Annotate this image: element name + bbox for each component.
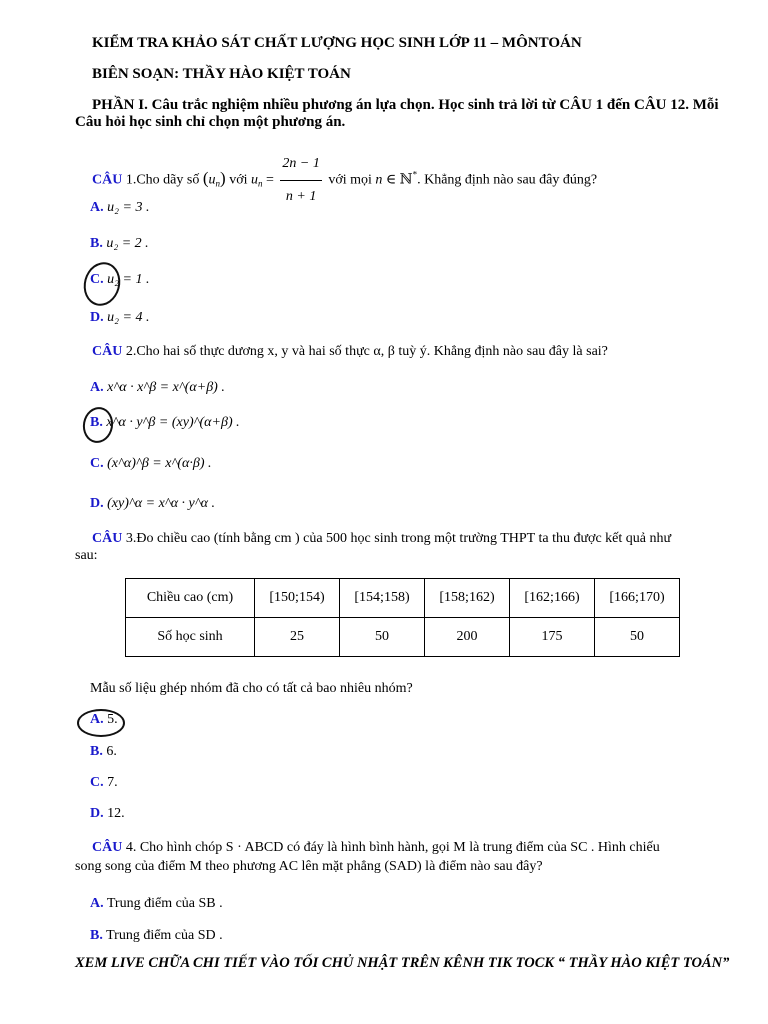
table-cell: [166;170) bbox=[595, 579, 680, 618]
q1-answer-circle bbox=[79, 258, 125, 310]
q1-text-c: với mọi bbox=[328, 172, 376, 188]
q4-label: CÂU bbox=[92, 840, 123, 855]
table-cell: [150;154) bbox=[255, 579, 340, 618]
q2-option-b: B. x^α · y^β = (xy)^(α+β) . bbox=[90, 415, 240, 430]
table-cell: [162;166) bbox=[510, 579, 595, 618]
table-cell: Chiều cao (cm) bbox=[126, 579, 255, 618]
q2-answer-circle bbox=[80, 405, 116, 446]
q3-answer-circle bbox=[77, 709, 125, 737]
table-cell: 200 bbox=[425, 618, 510, 657]
q1-option-d: D. u₂ = 4 . bbox=[90, 310, 150, 325]
table-cell: 25 bbox=[255, 618, 340, 657]
q3-stem-line2: sau: bbox=[75, 548, 98, 563]
q2-label: CÂU bbox=[92, 344, 123, 359]
table-cell: Số học sinh bbox=[126, 618, 255, 657]
section-heading-line2: Câu hỏi học sinh chỉ chọn một phương án. bbox=[75, 114, 346, 130]
table-cell: [158;162) bbox=[425, 579, 510, 618]
q2-text: Cho hai số thực dương x, y và hai số thực α, β tuỳ ý. Khẳng định nào sau đây là sai? bbox=[136, 344, 608, 359]
q4-stem-line2: song song của điểm M theo phương AC lên mặt phẳng (SAD) là điểm nào sau đây? bbox=[75, 859, 543, 874]
table-cell: 50 bbox=[595, 618, 680, 657]
table-header-row bbox=[126, 579, 680, 618]
q1-stem: CÂU 1.Cho dãy số $(u_n)$ với $u_n$ = $\frac{2n - 1}{n + 1}$ với mọi n ∈ ℕ*. Khẳng định nào sau đây đúng? bbox=[92, 148, 597, 213]
height-frequency-table bbox=[125, 578, 680, 657]
q1-option-a: A. u₂ = 3 . bbox=[90, 200, 150, 215]
q1-text-d: . Khẳng định nào sau đây đúng? bbox=[417, 172, 598, 188]
q3-option-d: D. 12. bbox=[90, 806, 125, 821]
q1-option-b: B. u₂ = 2 . bbox=[90, 236, 149, 251]
q2-option-c: C. (x^α)^β = x^(α·β) . bbox=[90, 456, 212, 471]
doc-title: KIỂM TRA KHẢO SÁT CHẤT LƯỢNG HỌC SINH LỚP 11 – MÔNTOÁN bbox=[92, 35, 582, 51]
doc-author: BIÊN SOẠN: THẦY HÀO KIỆT TOÁN bbox=[92, 66, 351, 82]
q1-fraction: $\frac{2n - 1}{n + 1}$ bbox=[280, 148, 321, 213]
q4-stem-line1: CÂU 4. Cho hình chóp S · ABCD có đáy là hình bình hành, gọi M là trung điểm của SC . Hình chiếu bbox=[92, 840, 660, 855]
q3-option-b: B. 6. bbox=[90, 744, 117, 759]
q1-option-c: C. u₂ = 1 . bbox=[90, 272, 150, 287]
q4-option-b: B. Trung điểm của SD . bbox=[90, 928, 223, 943]
table-cell: [154;158) bbox=[340, 579, 425, 618]
q1-text-b: với bbox=[229, 172, 251, 188]
q4-option-a: A. Trung điểm của SB . bbox=[90, 896, 223, 911]
q2-stem: CÂU 2.Cho hai số thực dương x, y và hai số thực α, β tuỳ ý. Khẳng định nào sau đây là sai? bbox=[92, 344, 608, 359]
table-cell: 50 bbox=[340, 618, 425, 657]
q3-label: CÂU bbox=[92, 531, 123, 546]
q1-text-a: Cho dãy số bbox=[136, 172, 203, 188]
q1-number: 1. bbox=[122, 172, 137, 188]
q2-option-a: A. x^α · x^β = x^(α+β) . bbox=[90, 380, 225, 395]
q3-option-c: C. 7. bbox=[90, 775, 118, 790]
q3-option-a: A. 5. bbox=[90, 712, 118, 727]
q2-option-d: D. (xy)^α = x^α · y^α . bbox=[90, 496, 216, 511]
q3-stem-line1: CÂU 3.Đo chiều cao (tính bằng cm ) của 500 học sinh trong một trường THPT ta thu được kết quả như bbox=[92, 531, 672, 546]
section-heading-line1: PHẦN I. Câu trắc nghiệm nhiều phương án lựa chọn. Học sinh trả lời từ CÂU 1 đến CÂU 12. Mỗi bbox=[92, 97, 719, 113]
q1-label: CÂU bbox=[92, 172, 123, 188]
table-row bbox=[126, 618, 680, 657]
table-cell: 175 bbox=[510, 618, 595, 657]
footer-notice: XEM LIVE CHỮA CHI TIẾT VÀO TỐI CHỦ NHẬT TRÊN KÊNH TIK TOCK “ THẦY HÀO KIỆT TOÁN” bbox=[75, 955, 730, 971]
q3-question: Mẫu số liệu ghép nhóm đã cho có tất cả bao nhiêu nhóm? bbox=[90, 681, 413, 696]
